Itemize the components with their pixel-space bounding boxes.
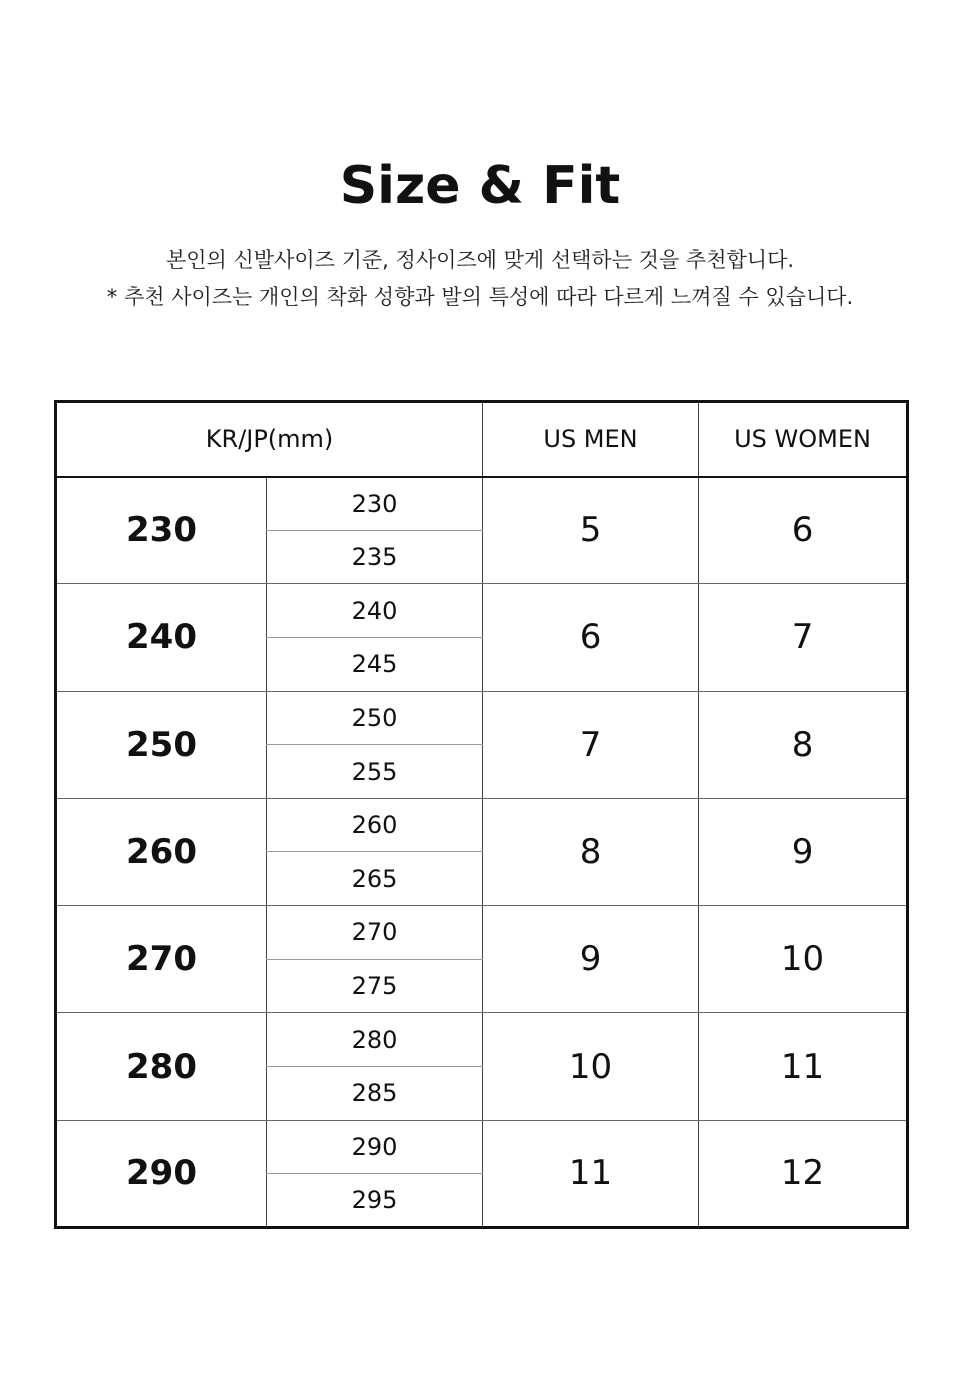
sub-size-cell: 295 bbox=[267, 1174, 483, 1228]
us-men-cell: 10 bbox=[483, 1013, 699, 1120]
sub-size-cell: 240 bbox=[267, 584, 483, 638]
header-kr-jp: KR/JP(mm) bbox=[56, 402, 483, 477]
table-row bbox=[56, 584, 908, 638]
kr-size-cell: 250 bbox=[56, 691, 267, 798]
us-women-cell: 7 bbox=[699, 584, 908, 691]
sub-size-cell: 265 bbox=[267, 852, 483, 906]
kr-size-cell: 230 bbox=[56, 477, 267, 584]
us-women-cell: 8 bbox=[699, 691, 908, 798]
us-men-cell: 11 bbox=[483, 1120, 699, 1227]
kr-size-cell: 270 bbox=[56, 906, 267, 1013]
sub-size-cell: 250 bbox=[267, 691, 483, 745]
us-women-cell: 11 bbox=[699, 1013, 908, 1120]
kr-size-cell: 260 bbox=[56, 798, 267, 905]
table-row bbox=[56, 798, 908, 852]
sub-size-cell: 260 bbox=[267, 798, 483, 852]
sub-size-cell: 275 bbox=[267, 959, 483, 1013]
page-title: Size & Fit bbox=[339, 156, 621, 216]
sub-size-cell: 245 bbox=[267, 637, 483, 691]
sub-size-cell: 285 bbox=[267, 1067, 483, 1121]
header-us-men: US MEN bbox=[483, 402, 699, 477]
sub-size-cell: 255 bbox=[267, 745, 483, 799]
table-row bbox=[56, 1120, 908, 1174]
table-row bbox=[56, 477, 908, 531]
table-row bbox=[56, 691, 908, 745]
size-chart-table bbox=[54, 400, 909, 1229]
us-men-cell: 5 bbox=[483, 477, 699, 584]
us-women-cell: 6 bbox=[699, 477, 908, 584]
us-men-cell: 8 bbox=[483, 798, 699, 905]
kr-size-cell: 290 bbox=[126, 1153, 197, 1194]
table-header-row bbox=[56, 402, 908, 477]
kr-size-cell: 280 bbox=[56, 1013, 267, 1120]
description-line-1: 본인의 신발사이즈 기준, 정사이즈에 맞게 선택하는 것을 추천합니다. bbox=[165, 248, 795, 272]
sub-size-cell: 235 bbox=[267, 530, 483, 584]
sub-size-cell: 230 bbox=[267, 477, 483, 531]
sub-size-cell: 270 bbox=[267, 906, 483, 960]
us-men-cell: 6 bbox=[483, 584, 699, 691]
us-men-cell: 9 bbox=[483, 906, 699, 1013]
us-women-cell: 12 bbox=[699, 1120, 908, 1227]
table-row bbox=[56, 906, 908, 960]
sub-size-cell: 280 bbox=[267, 1013, 483, 1067]
description-line-2: * 추천 사이즈는 개인의 착화 성향과 발의 특성에 따라 다르게 느껴질 수 있습니다. bbox=[106, 285, 854, 309]
us-women-cell: 9 bbox=[699, 798, 908, 905]
header-us-women: US WOMEN bbox=[699, 402, 908, 477]
sub-size-cell: 290 bbox=[267, 1120, 483, 1174]
kr-size-cell: 240 bbox=[56, 584, 267, 691]
us-women-cell: 10 bbox=[699, 906, 908, 1013]
table-row bbox=[56, 1013, 908, 1067]
us-men-cell: 7 bbox=[483, 691, 699, 798]
